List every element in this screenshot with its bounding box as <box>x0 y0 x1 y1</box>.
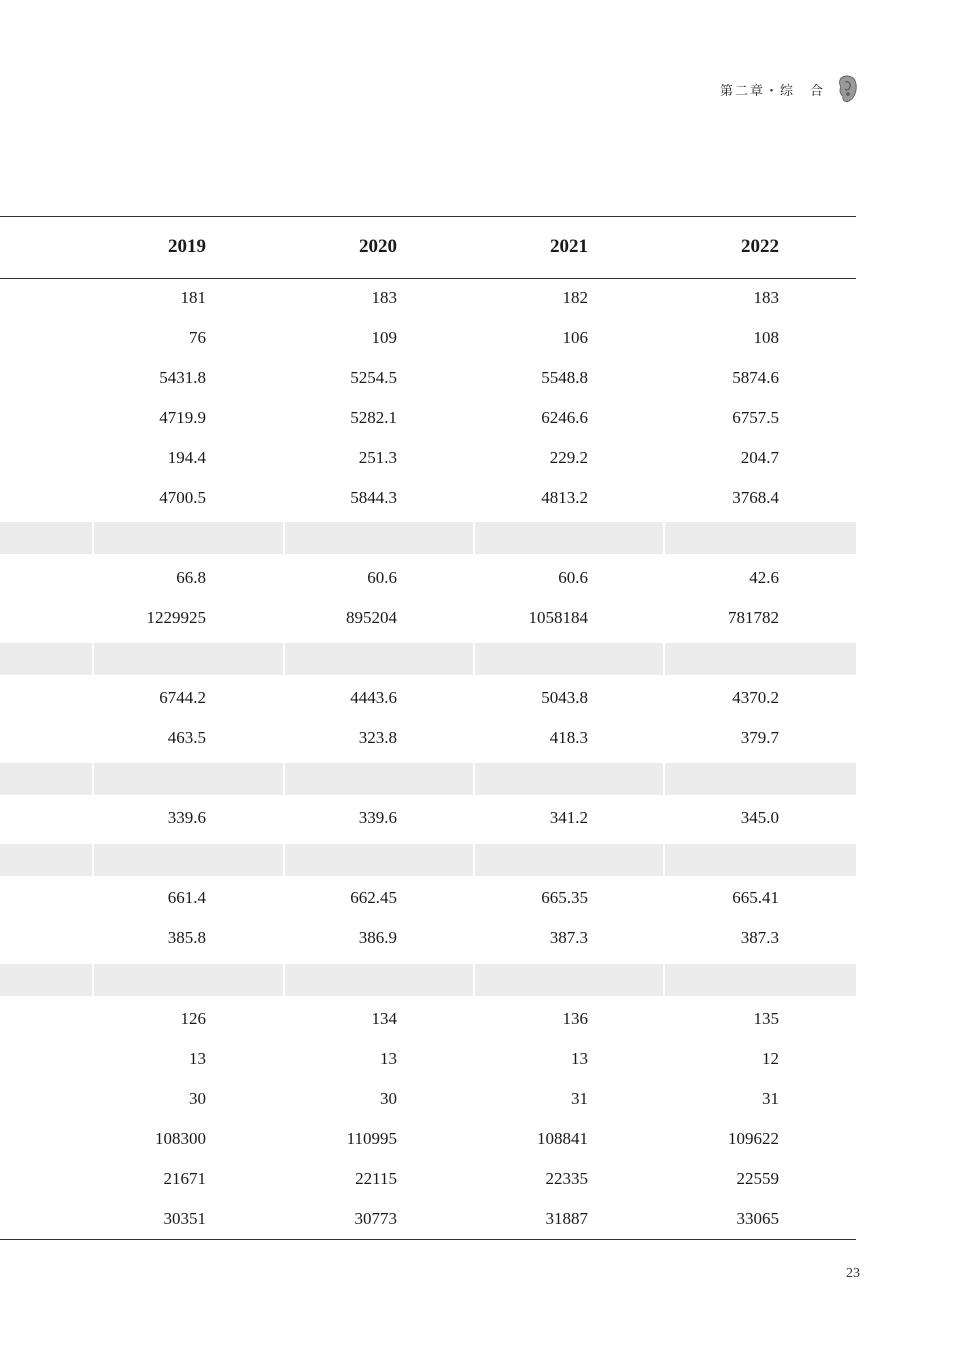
band-divider <box>663 643 665 675</box>
table-cell: 463.5 <box>167 728 206 747</box>
table-row <box>0 278 856 318</box>
table-cell: 339.6 <box>358 808 397 827</box>
table-cell: 4443.6 <box>350 688 397 707</box>
table-cell: 108300 <box>155 1129 206 1148</box>
table-cell: 66.8 <box>176 568 206 587</box>
table-cell: 135 <box>753 1009 779 1028</box>
table-cell: 110995 <box>346 1129 397 1148</box>
table-row <box>0 1159 856 1199</box>
table-cell: 76 <box>189 328 206 347</box>
table-cell: 6744.2 <box>159 688 206 707</box>
table-cell: 22115 <box>355 1169 397 1188</box>
table-cell: 108841 <box>537 1129 588 1148</box>
page-number: 23 <box>846 1266 860 1281</box>
table-cell: 13 <box>571 1049 588 1068</box>
section-band <box>0 844 856 876</box>
band-divider <box>663 964 665 996</box>
table-cell: 109 <box>371 328 397 347</box>
table-cell: 31 <box>762 1089 779 1108</box>
band-divider <box>663 522 665 554</box>
table-cell: 5282.1 <box>350 408 397 427</box>
table-cell: 21671 <box>163 1169 206 1188</box>
table-cell: 4370.2 <box>732 688 779 707</box>
band-divider <box>283 763 285 795</box>
column-header: 2022 <box>741 236 779 257</box>
table-cell: 229.2 <box>549 448 588 467</box>
table-row <box>0 1079 856 1119</box>
table-cell: 5043.8 <box>541 688 588 707</box>
band-divider <box>92 763 94 795</box>
table-cell: 22335 <box>545 1169 588 1188</box>
table-cell: 5844.3 <box>350 488 397 507</box>
table-cell: 4700.5 <box>159 488 206 507</box>
band-divider <box>92 964 94 996</box>
table-cell: 387.3 <box>549 928 588 947</box>
band-divider <box>92 643 94 675</box>
table-cell: 5548.8 <box>541 368 588 387</box>
table-row <box>0 398 856 438</box>
table-cell: 30 <box>380 1089 397 1108</box>
table-cell: 30 <box>189 1089 206 1108</box>
table-cell: 13 <box>380 1049 397 1068</box>
band-divider <box>92 522 94 554</box>
table-cell: 60.6 <box>558 568 588 587</box>
table-cell: 4719.9 <box>159 408 206 427</box>
table-row <box>0 678 856 718</box>
band-divider <box>473 844 475 876</box>
table-cell: 136 <box>562 1009 588 1028</box>
table-row <box>0 598 856 638</box>
table-row <box>0 1119 856 1159</box>
section-band <box>0 643 856 675</box>
table-row <box>0 358 856 398</box>
table-cell: 109622 <box>728 1129 779 1148</box>
table-cell: 183 <box>371 288 397 307</box>
table-cell: 194.4 <box>167 448 206 467</box>
table-cell: 134 <box>371 1009 397 1028</box>
band-divider <box>283 844 285 876</box>
table-cell: 5874.6 <box>732 368 779 387</box>
column-header: 2021 <box>550 236 588 257</box>
band-divider <box>283 522 285 554</box>
table-cell: 106 <box>562 328 588 347</box>
table-cell: 5431.8 <box>159 368 206 387</box>
band-divider <box>283 643 285 675</box>
table-row <box>0 878 856 918</box>
table-cell: 386.9 <box>358 928 397 947</box>
band-divider <box>283 964 285 996</box>
table-cell: 126 <box>180 1009 206 1028</box>
section-band <box>0 763 856 795</box>
column-header: 2019 <box>168 236 206 257</box>
table-cell: 6246.6 <box>541 408 588 427</box>
table-cell: 345.0 <box>740 808 779 827</box>
table-row <box>0 478 856 518</box>
table-cell: 781782 <box>728 608 779 627</box>
table-row <box>0 999 856 1039</box>
table-cell: 108 <box>753 328 779 347</box>
band-divider <box>473 522 475 554</box>
table-cell: 379.7 <box>740 728 779 747</box>
table-cell: 204.7 <box>740 448 779 467</box>
table-cell: 5254.5 <box>350 368 397 387</box>
table-cell: 181 <box>180 288 206 307</box>
table-row <box>0 438 856 478</box>
table-cell: 22559 <box>736 1169 779 1188</box>
band-divider <box>473 964 475 996</box>
band-divider <box>663 844 665 876</box>
table-bottom-rule <box>0 1239 856 1240</box>
band-divider <box>473 643 475 675</box>
chapter-heading: 第二章・综 合 <box>720 84 826 99</box>
table-cell: 31887 <box>545 1209 588 1228</box>
decorative-emblem-icon <box>837 74 859 104</box>
table-cell: 387.3 <box>740 928 779 947</box>
table-cell: 30351 <box>163 1209 206 1228</box>
table-cell: 662.45 <box>350 888 397 907</box>
table-row <box>0 718 856 758</box>
band-divider <box>92 844 94 876</box>
table-cell: 251.3 <box>358 448 397 467</box>
table-cell: 665.35 <box>541 888 588 907</box>
column-header: 2020 <box>359 236 397 257</box>
band-divider <box>663 763 665 795</box>
table-row <box>0 798 856 838</box>
table-cell: 385.8 <box>167 928 206 947</box>
table-cell: 183 <box>753 288 779 307</box>
table-cell: 323.8 <box>358 728 397 747</box>
band-divider <box>473 763 475 795</box>
table-cell: 13 <box>189 1049 206 1068</box>
table-top-rule <box>0 216 856 217</box>
table-cell: 30773 <box>354 1209 397 1228</box>
table-cell: 1058184 <box>528 608 588 627</box>
table-row <box>0 318 856 358</box>
table-cell: 418.3 <box>549 728 588 747</box>
table-cell: 341.2 <box>549 808 588 827</box>
table-cell: 339.6 <box>167 808 206 827</box>
table-cell: 12 <box>762 1049 779 1068</box>
section-band <box>0 522 856 554</box>
table-cell: 665.41 <box>732 888 779 907</box>
table-cell: 4813.2 <box>541 488 588 507</box>
table-row <box>0 1199 856 1239</box>
table-cell: 182 <box>562 288 588 307</box>
table-cell: 6757.5 <box>732 408 779 427</box>
table-cell: 60.6 <box>367 568 397 587</box>
table-cell: 42.6 <box>749 568 779 587</box>
table-row <box>0 918 856 958</box>
table-row <box>0 1039 856 1079</box>
table-cell: 1229925 <box>146 608 206 627</box>
table-cell: 3768.4 <box>732 488 779 507</box>
table-cell: 33065 <box>736 1209 779 1228</box>
table-cell: 895204 <box>346 608 397 627</box>
section-band <box>0 964 856 996</box>
table-cell: 661.4 <box>167 888 206 907</box>
table-cell: 31 <box>571 1089 588 1108</box>
table-row <box>0 558 856 598</box>
